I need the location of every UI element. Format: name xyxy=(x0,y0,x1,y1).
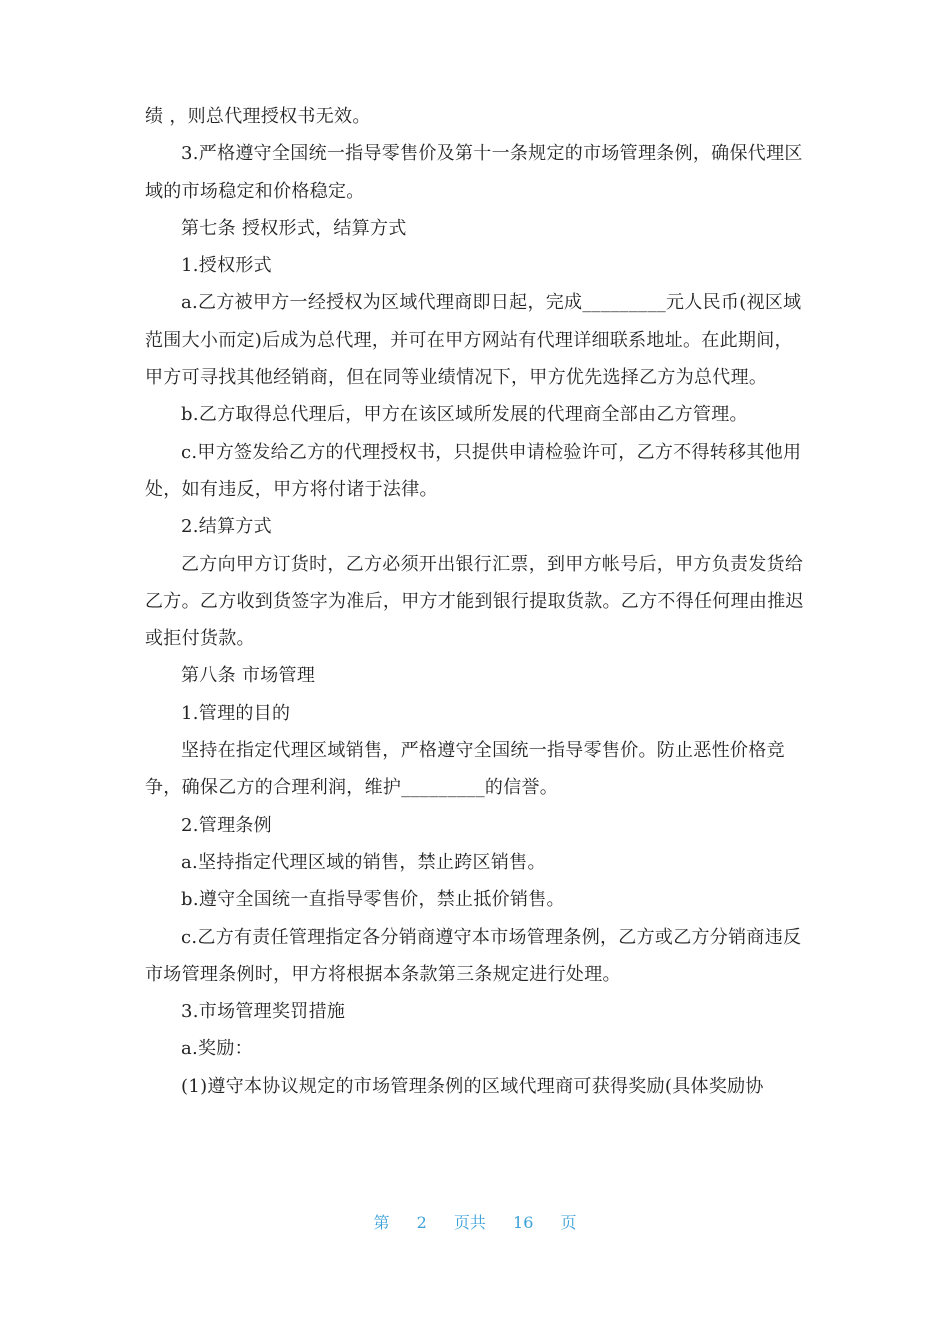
subheading-authorization-form: 1.授权形式 xyxy=(181,255,272,277)
footer-middle: 页共 xyxy=(453,1213,486,1232)
subheading-management-rules: 2.管理条例 xyxy=(181,814,272,836)
paragraph-8-3-a-1: (1)遵守本协议规定的市场管理条例的区域代理商可获得奖励(具体奖励协 xyxy=(181,1075,764,1097)
paragraph-1: 绩 ，则总代理授权书无效。 xyxy=(145,106,371,127)
paragraph-8-2-a: a.坚持指定代理区域的销售，禁止跨区销售。 xyxy=(181,851,546,873)
paragraph-7-2: 乙方向甲方订货时，乙方必须开出银行汇票，到甲方帐号后，甲方负责发货给乙方。乙方收到货签字为准后，甲方才能到银行提取货款。乙方不得任何理由推迟或拒付货款。 xyxy=(145,553,804,650)
paragraph-7-1-a: a.乙方被甲方一经授权为区域代理商即日起，完成_________元人民币(视区域范围大小而定)后成为总代理，并可在甲方网站有代理详细联系地址。在此期间，甲方可寻找其他经销商，但在同等业绩情况下，甲方优先选择乙方为总代理。 xyxy=(145,292,802,389)
subheading-rewards-penalties: 3.市场管理奖罚措施 xyxy=(181,1001,346,1023)
paragraph-8-2-c: c.乙方有责任管理指定各分销商遵守本市场管理条例，乙方或乙方分销商违反市场管理条例时，甲方将根据本条款第三条规定进行处理。 xyxy=(145,926,802,985)
footer-prefix: 第 xyxy=(373,1213,390,1232)
subheading-management-purpose: 1.管理的目的 xyxy=(181,702,291,724)
section-heading-7: 第七条 授权形式，结算方式 xyxy=(181,217,407,239)
paragraph-7-1-c: c.甲方签发给乙方的代理授权书，只提供申请检验许可，乙方不得转移其他用处，如有违反，甲方将付诸于法律。 xyxy=(145,441,802,500)
paragraph-2: 3.严格遵守全国统一指导零售价及第十一条规定的市场管理条例，确保代理区域的市场稳定和价格稳定。 xyxy=(145,143,803,202)
subheading-settlement: 2.结算方式 xyxy=(181,516,272,538)
footer-suffix: 页 xyxy=(560,1213,577,1232)
document-body xyxy=(145,98,807,1105)
paragraph-8-2-b: b.遵守全国统一直指导零售价，禁止抵价销售。 xyxy=(181,889,565,911)
paragraph-7-1-b: b.乙方取得总代理后，甲方在该区域所发展的代理商全部由乙方管理。 xyxy=(181,404,748,426)
footer-page-number: 2 xyxy=(416,1213,427,1232)
page-footer xyxy=(0,1210,950,1233)
paragraph-8-1: 坚持在指定代理区域销售，严格遵守全国统一指导零售价。防止恶性价格竞争，确保乙方的合理利润，维护_________的信誉。 xyxy=(145,740,785,799)
paragraph-8-3-a: a.奖励： xyxy=(181,1038,253,1060)
footer-total-pages: 16 xyxy=(513,1213,534,1232)
section-heading-8: 第八条 市场管理 xyxy=(181,665,316,687)
